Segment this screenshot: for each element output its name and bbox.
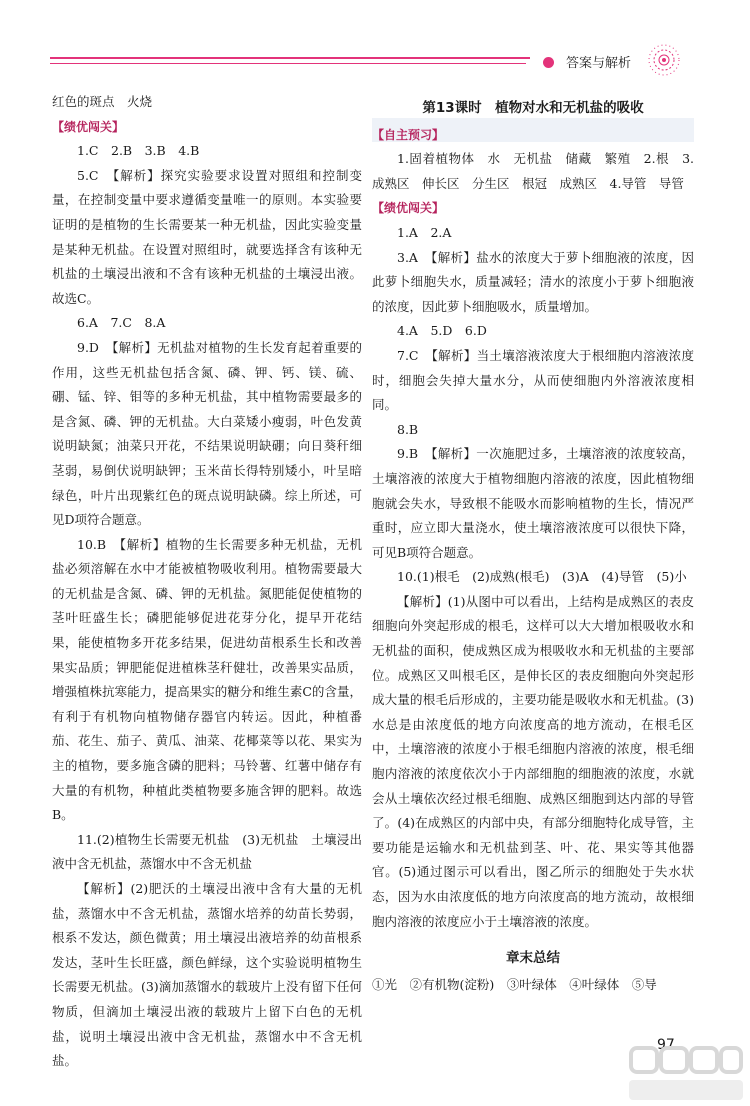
answer-paragraph: 11.(2)植物生长需要无机盐 (3)无机盐 土壤浸出液中含无机盐，蒸馏水中不含无机盐	[52, 831, 362, 872]
header-bullet-icon	[543, 57, 554, 68]
watermark-logo-icon	[625, 1040, 745, 1104]
answer-paragraph: 8.B	[397, 421, 419, 437]
answer-paragraph: 10.B 【解析】植物的生长需要多种无机盐，无机盐必须溶解在水中才能被植物吸收利用。植物需要最大的无机盐是含氮、磷、钾的无机盐。氮肥能促使植物的茎叶旺盛生长；磷肥能够促进花芽分化，提早开花结果，能使植物多开花多结果，促进幼苗根系生长和改善果实品质；钾肥能促进植株茎秆健壮，改善果实品质，增强植株抗寒能力，提高果实的糖分和维生素C的含量，有利于有机物向植物储存器官内转运。因此，种植番茄、花生、茄子、黄瓜、油菜、花椰菜等以花、果实为主的植物，要多施含磷的肥料；马铃薯、红薯中储存有大量的有机物，种植此类植物要多施含钾的肥料。故选B。	[52, 536, 362, 823]
lesson-title: 第13课时 植物对水和无机盐的吸收	[422, 100, 644, 116]
answer-paragraph: 4.A 5.D 6.D	[397, 323, 487, 339]
answer-paragraph: 1.A 2.A	[397, 224, 452, 240]
section-heading: 【绩优闯关】	[52, 119, 125, 134]
header-rule-thin	[50, 63, 526, 64]
answer-paragraph: 7.C 【解析】当土壤溶液浓度大于根细胞内溶液浓度时，细胞会失掉大量水分，从而使细胞内外溶液浓度相同。	[372, 347, 694, 413]
answer-paragraph: 6.A 7.C 8.A	[77, 315, 166, 331]
answer-paragraph: 1.C 2.B 3.B 4.B	[77, 143, 200, 159]
answer-paragraph: 1.固着植物体 水 无机盐 储藏 繁殖 2.根 3.成熟区 伸长区 分生区 根冠 成熟区 4.导管 导管	[372, 151, 694, 191]
section-heading: 【自主预习】	[372, 127, 445, 142]
page-number: 97	[657, 1037, 675, 1053]
answer-paragraph: 9.D 【解析】无机盐对植物的生长发育起着重要的作用，这些无机盐包括含氮、磷、钾、钙、镁、硫、硼、锰、锌、钼等的多种无机盐，其中植物需要最多的是含氮、磷、钾的无机盐。大白菜矮小瘦弱，叶色发黄说明缺氮；油菜只开花，不结果说明缺硼；向日葵秆细茎弱，易倒伏说明缺钾；玉米苗长得特别矮小，叶呈暗绿色，叶片出现紫红色的斑点说明缺磷。综上所述，可见D项符合题意。	[52, 339, 362, 528]
right-column	[372, 92, 694, 997]
section-heading: 【绩优闯关】	[372, 201, 445, 216]
header-label: 答案与解析	[566, 56, 632, 71]
chapter-summary-title: 章末总结	[506, 950, 560, 967]
answer-paragraph: 5.C 【解析】探究实验要求设置对照组和控制变量，在控制变量中要求遵循变量唯一的原则。本实验要证明的是植物的生长需要某一种无机盐，因此实验变量是某种无机盐。在设置对照组时，就要选择含有该种无机盐的土壤浸出液和不含有该种无机盐的土壤浸出液。故选C。	[52, 167, 362, 306]
answer-paragraph: 9.B 【解析】一次施肥过多，土壤溶液的浓度较高，土壤溶液的浓度大于植物细胞内溶液的浓度，因此植物细胞就会失水，导致根不能吸水而影响植物的生长，情况严重时，应立即大量浇水，使土壤溶液浓度可以很快下降，可见B项符合题意。	[372, 446, 694, 560]
answer-paragraph: 10.(1)根毛 (2)成熟(根毛) (3)A (4)导管 (5)小	[397, 569, 687, 585]
answer-paragraph: 红色的斑点 火烧	[52, 94, 153, 109]
right-answers	[372, 123, 694, 935]
header-rule	[50, 57, 530, 59]
answer-paragraph: 【解析】(2)肥沃的土壤浸出液中含有大量的无机盐，蒸馏水中不含无机盐，蒸馏水培养的幼苗长势弱，根系不发达，颜色微黄；用土壤浸出液培养的幼苗根系发达，茎叶生长旺盛，颜色鲜绿，这个实验说明植物生长需要无机盐。(3)滴加蒸馏水的载玻片上没有留下任何物质，但滴加土壤浸出液的载玻片上留下白色的无机盐，说明土壤浸出液中含无机盐，蒸馏水中不含无机盐。	[52, 881, 362, 1069]
answer-paragraph: 【解析】(1)从图中可以看出，上结构是成熟区的表皮细胞向外突起形成的根毛，这样可以大大增加根吸收水和无机盐的面积，使成熟区成为根吸收水和无机盐的主要部位。成熟区又叫根毛区，是伸长区的表皮细胞向外突起形成大量的根毛后形成的，主要功能是吸收水和无机盐。(3)水总是由浓度低的地方向浓度高的地方流动，在根毛区中，土壤溶液的浓度小于根毛细胞内溶液的浓度，根毛细胞内溶液的浓度依次小于内部细胞的细胞液的浓度，水就会从土壤依次经过根毛细胞、成熟区细胞到达内部的导管了。(4)在成熟区的内部中央，有部分细胞特化成导管，主要功能是运输水和无机盐到茎、叶、花、果实等其他器官。(5)通过图示可以看出，图乙所示的细胞处于失水状态，因为水由浓度低的地方向浓度高的地方流动，故根细胞内溶液的浓度应小于土壤溶液的浓度。	[372, 593, 694, 929]
flower-ornament-icon	[646, 42, 682, 78]
chapter-summary-text: ①光 ②有机物(淀粉) ③叶绿体 ④叶绿体 ⑤导	[372, 976, 657, 992]
answer-paragraph: 3.A 【解析】盐水的浓度大于萝卜细胞液的浓度，因此萝卜细胞失水，质量减轻；清水的浓度小于萝卜细胞液的浓度，因此萝卜细胞吸水，质量增加。	[372, 249, 694, 314]
left-column	[52, 90, 362, 1074]
